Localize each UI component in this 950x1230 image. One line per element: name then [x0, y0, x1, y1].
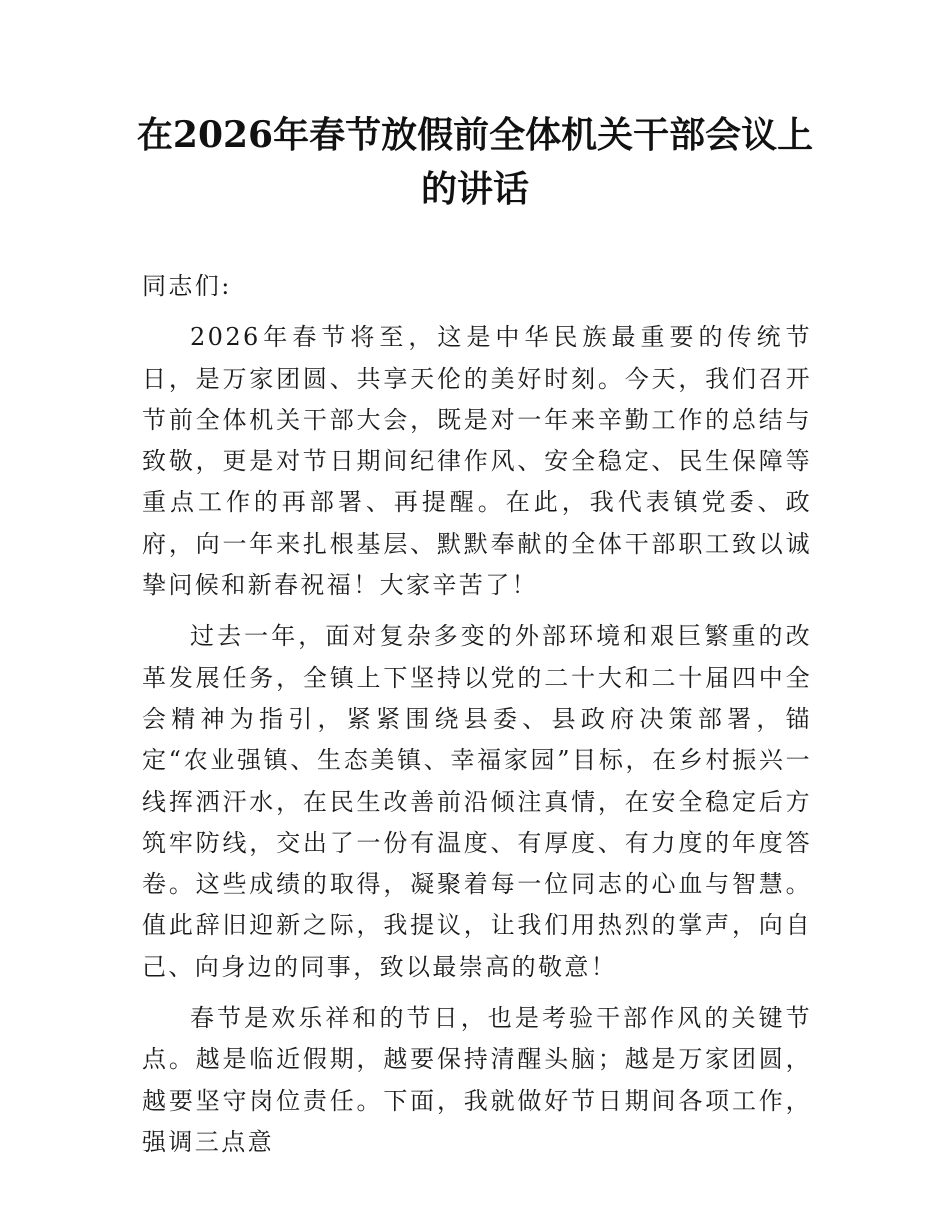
paragraph-3: 春节是欢乐祥和的节日，也是考验干部作风的关键节点。越是临近假期，越要保持清醒头脑；越是万家团圆，越要坚守岗位责任。下面，我就做好节日期间各项工作，强调三点意: [142, 1004, 812, 1156]
salutation: 同志们:: [142, 272, 232, 300]
document-body: [142, 266, 812, 1173]
paragraph-2: 过去一年，面对复杂多变的外部环境和艰巨繁重的改革发展任务，全镇上下坚持以党的二十大和二十届四中全会精神为指引，紧紧围绕县委、县政府决策部署，锚定“农业强镇、生态美镇、幸福家园”目标，在乡村振兴一线挥洒汗水，在民生改善前沿倾注真情，在安全稳定后方筑牢防线，交出了一份有温度、有厚度、有力度的年度答卷。这些成绩的取得，凝聚着每一位同志的心血与智慧。值此辞旧迎新之际，我提议，让我们用热烈的掌声，向自己、向身边的同事，致以最崇高的敬意！: [142, 622, 812, 981]
document-title: 在2026年春节放假前全体机关干部会议上的讲话: [136, 114, 814, 210]
paragraph-1: 2026年春节将至，这是中华民族最重要的传统节日，是万家团圆、共享天伦的美好时刻。今天，我们召开节前全体机关干部大会，既是对一年来辛勤工作的总结与致敬，更是对节日期间纪律作风、安全稳定、民生保障等重点工作的再部署、再提醒。在此，我代表镇党委、政府，向一年来扎根基层、默默奉献的全体干部职工致以诚挚问候和新春祝福！大家辛苦了！: [142, 323, 812, 600]
